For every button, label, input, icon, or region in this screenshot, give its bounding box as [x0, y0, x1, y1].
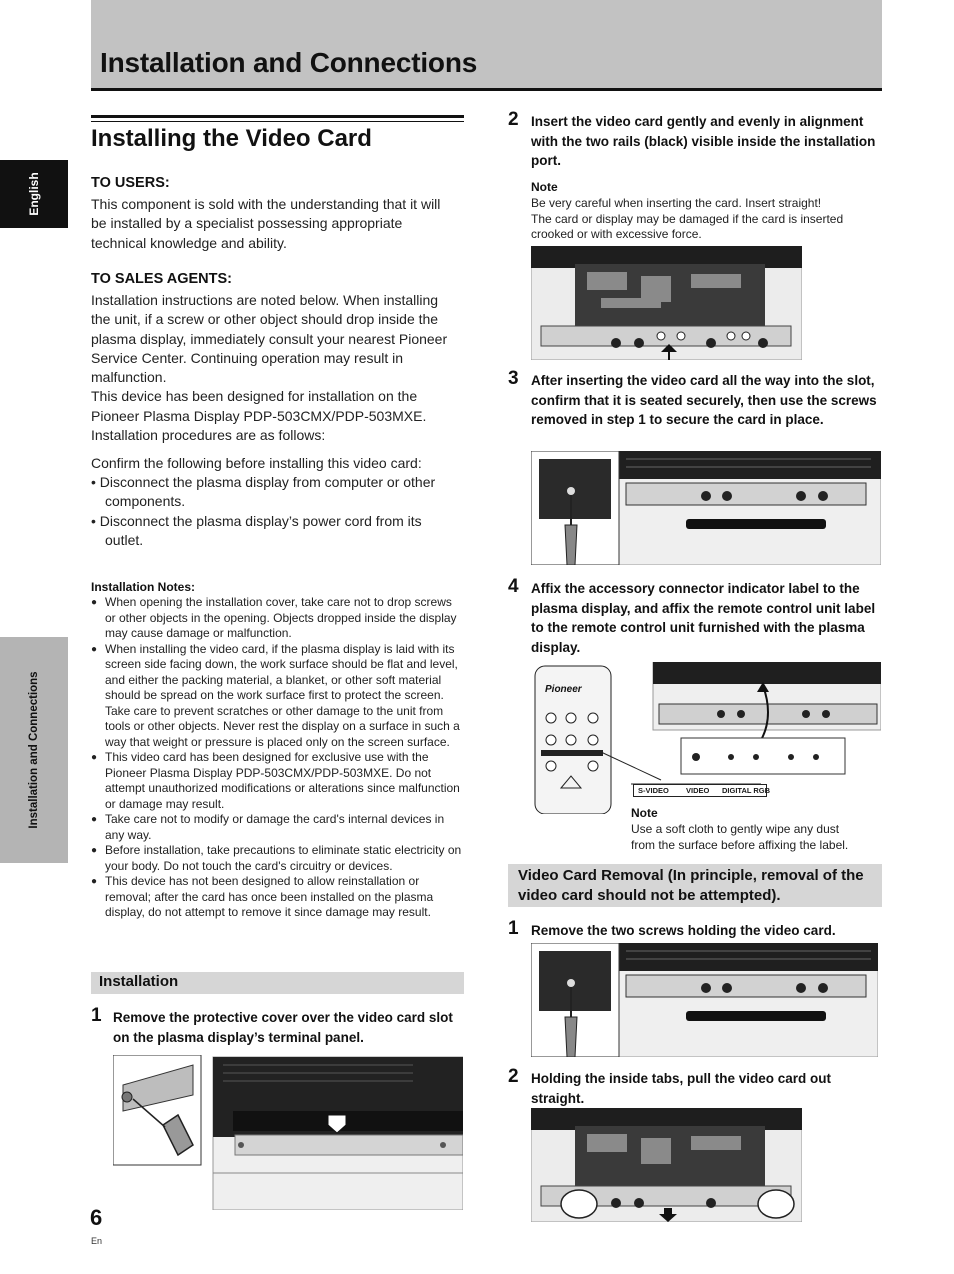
to-sales-text: Installation instructions are noted below. When installing the unit, if a screw or other object should drop inside the plasma display, immediately consult your nearest Pioneer Service Center. Continuing operation may result in malfunction. This device has been designed for installation on the Pioneer Plasma Display PDP-503CMX/PDP-503MXE. Installation procedures are as follows:: [91, 292, 448, 444]
list-item: ● Take care not to modify or damage the card's internal devices in any way.: [91, 812, 464, 843]
section-tab-label: Installation and Connections: [28, 671, 40, 829]
remove-screws-illustration: [531, 943, 878, 1057]
removal-bar-title: Video Card Removal (In principle, removal of the video card should not be attempted).: [518, 867, 864, 904]
confirm-list: [91, 473, 463, 550]
page-language-code: En: [91, 1236, 103, 1246]
to-users-heading: TO USERS:: [91, 175, 170, 191]
step-number: 2: [508, 1066, 519, 1087]
step-text: Holding the inside tabs, pull the video card out straight.: [531, 1071, 832, 1106]
insert-card-illustration: [531, 246, 802, 360]
list-item: ● This device has not been designed to allow reinstallation or removal; after the card has once been installed on the plasma display, do not attempt to remove it since damage may result.: [91, 874, 464, 921]
installation-bar: [91, 972, 464, 994]
list-item: ● This video card has been designed for exclusive use with the Pioneer Plasma Display PDP-503CMX/PDP-503MXE. Do not attempt unauthorized modifications or alterations since malfunction or damage may result.: [91, 750, 464, 812]
secure-screws-illustration: [531, 451, 881, 565]
connector-label-strip: [633, 784, 771, 797]
label-digital-rgb: DIGITAL RGB: [722, 786, 771, 795]
section-rule: [91, 115, 464, 118]
note-heading: Note: [531, 180, 558, 194]
language-tab-label: English: [27, 172, 41, 216]
list-item: ● When opening the installation cover, take care not to drop screws or other objects in the opening. Objects dropped inside the display may cause damage or malfunction.: [91, 595, 464, 642]
list-item: • Disconnect the plasma display’s power cord from its outlet.: [91, 512, 422, 548]
step-number: 1: [91, 1005, 102, 1026]
step-text: Insert the video card gently and evenly in alignment with the two rails (black) visible inside the installation port.: [531, 114, 876, 168]
page-header-title: Installation and Connections: [100, 47, 478, 78]
remote-brand-logo: Pioneer: [545, 684, 582, 695]
step-text: Remove the protective cover over the video card slot on the plasma display’s terminal panel.: [113, 1010, 453, 1045]
removal-bar: [508, 864, 882, 907]
confirm-intro: Confirm the following before installing this video card:: [91, 455, 422, 471]
step-number: 2: [508, 109, 519, 130]
step-number: 1: [508, 918, 519, 939]
installation-notes-list: [91, 595, 464, 921]
step-text: Remove the two screws holding the video card.: [531, 923, 836, 938]
installation-notes-title: Installation Notes:: [91, 580, 196, 594]
section-title: Installing the Video Card: [91, 125, 372, 152]
step-text: Affix the accessory connector indicator label to the plasma display, and affix the remote control unit label to the remote control unit furnished with the plasma display.: [531, 581, 876, 655]
step-text: After inserting the video card all the way into the slot, confirm that it is seated securely, then use the screws removed in step 1 to secure the card in place.: [531, 373, 877, 427]
language-tab: [0, 160, 68, 228]
note-heading: Note: [631, 806, 658, 820]
page-number: 6: [90, 1205, 103, 1230]
label-svideo: S-VIDEO: [638, 786, 669, 795]
section-rule-thin: [91, 121, 464, 122]
installation-bar-title: Installation: [99, 973, 179, 990]
remove-cover-illustration: [113, 1055, 463, 1210]
section-tab: [0, 637, 68, 863]
step-number: 4: [508, 576, 519, 597]
note-text: Use a soft cloth to gently wipe any dust from the surface before affixing the label.: [631, 822, 849, 852]
label-video: VIDEO: [686, 786, 710, 795]
to-sales-heading: TO SALES AGENTS:: [91, 271, 232, 287]
list-item: • Disconnect the plasma display from computer or other components.: [91, 474, 436, 510]
list-item: ● Before installation, take precautions to eliminate static electricity on your body. Do not touch the card's circuitry or devices.: [91, 843, 464, 874]
note-text: Be very careful when inserting the card. Insert straight! The card or display may be damaged if the card is inserted crooked or with excessive force.: [531, 196, 844, 242]
to-users-text: This component is sold with the understanding that it will be installed by a specialist possessing appropriate technical knowledge and ability.: [91, 196, 441, 251]
pull-card-illustration: [531, 1108, 802, 1222]
step-number: 3: [508, 368, 519, 389]
list-item: ● When installing the video card, if the plasma display is laid with its screen side facing down, the work surface should be flat and level, and either the packing material, a blanket, or other soft material should be spread on the work surface first to protect the screen. Take care to prevent scratches or other damage to the unit from tools or other objects. Never rest the display on a surface in such a way that weight or pressure is placed only on the screen surface.: [91, 642, 464, 751]
